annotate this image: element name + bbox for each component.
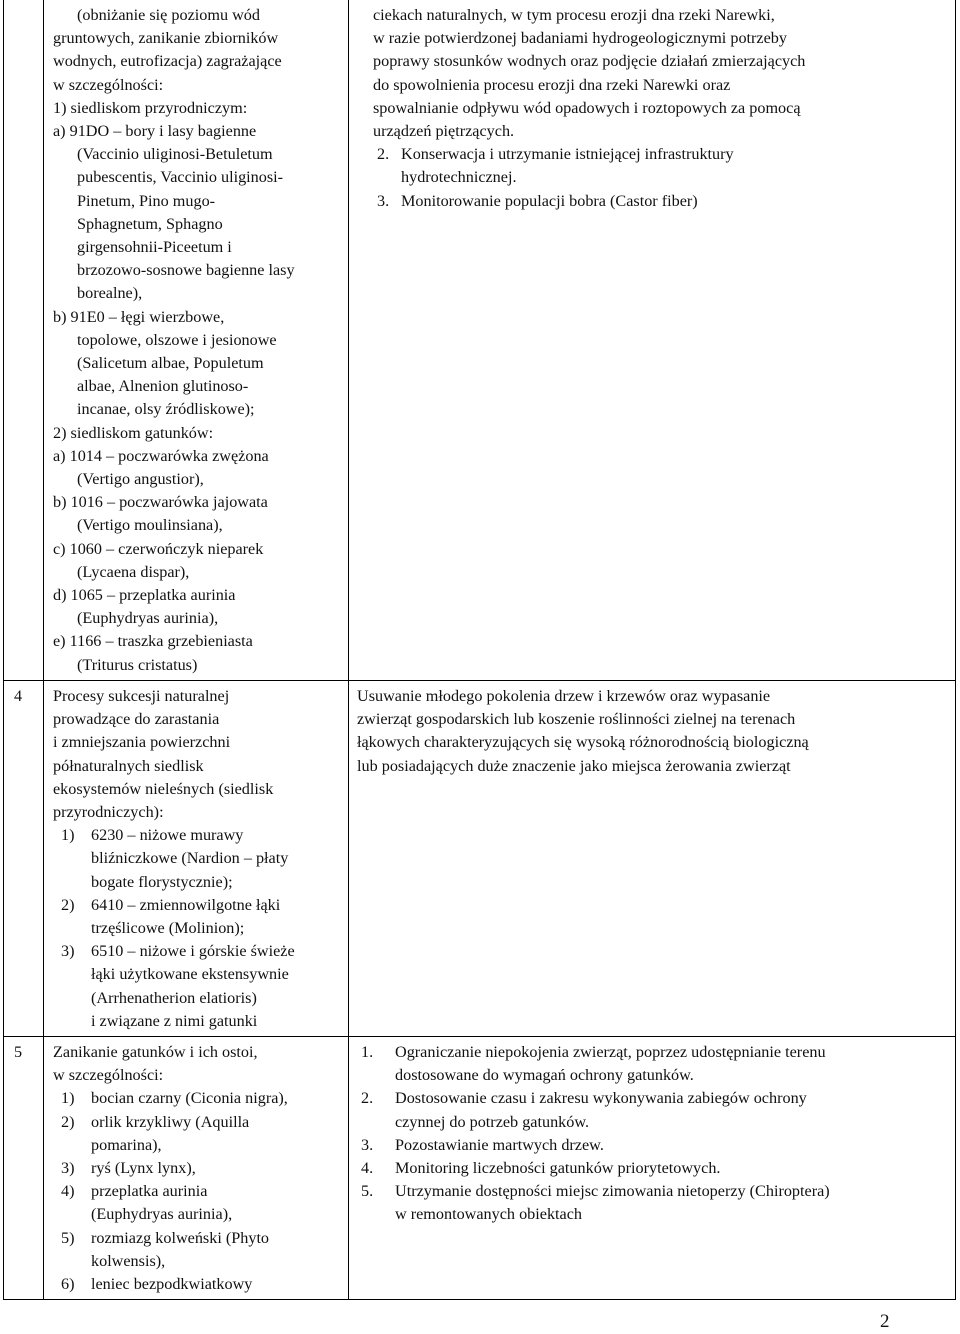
- text-line: prowadzące do zarastania: [53, 710, 220, 729]
- text-line: 2) siedliskom gatunków:: [53, 423, 214, 442]
- list-item: [53, 1157, 346, 1180]
- list-item-text: [395, 1087, 943, 1133]
- table-row: [4, 0, 956, 680]
- text-line: urządzeń piętrzących.: [373, 122, 515, 141]
- list-item-marker: 4): [61, 1182, 75, 1201]
- text-line: a) 1014 – poczwarówka zwężona: [53, 446, 269, 465]
- text-line: Utrzymanie dostępności miejsc zimowania nietoperzy (Chiroptera): [395, 1182, 830, 1201]
- text-line: Sphagnetum, Sphagno: [77, 214, 223, 233]
- text-line: do spowolnienia procesu erozji dna rzeki Narewki oraz: [373, 75, 731, 94]
- text-line: lub posiadających duże znaczenie jako miejsca żerowania zwierząt: [357, 756, 791, 775]
- list-item-marker: 1): [61, 826, 75, 845]
- list-item-marker: 3.: [377, 191, 390, 210]
- text-line: brzozowo-sosnowe bagienne lasy: [77, 261, 295, 280]
- list-item-text: [395, 1041, 943, 1087]
- text-line: Zanikanie gatunków i ich ostoi,: [53, 1042, 258, 1061]
- text-line: pomarina),: [91, 1135, 162, 1154]
- row-number: 5: [14, 1042, 23, 1061]
- text-line: b) 91E0 – łęgi wierzbowe,: [53, 307, 225, 326]
- text-line: c) 1060 – czerwończyk nieparek: [53, 539, 264, 558]
- list-item-text: [395, 1157, 943, 1180]
- text-line: (Lycaena dispar),: [77, 562, 190, 581]
- list-item-marker: 1): [61, 1089, 75, 1108]
- list-item: [53, 824, 346, 894]
- text-line: bocian czarny (Ciconia nigra),: [91, 1089, 288, 1108]
- row-number-cell: [4, 1036, 44, 1299]
- text-line: leniec bezpodkwiatkowy: [91, 1274, 253, 1293]
- list-item-text: [91, 1157, 346, 1180]
- list-item-text: [91, 940, 346, 1033]
- text-line: 6410 – zmiennowilgotne łąki: [91, 895, 281, 914]
- list-item-marker: 4.: [361, 1158, 374, 1177]
- list-item-marker: 5.: [361, 1182, 374, 1201]
- text-line: (Vertigo angustior),: [77, 470, 204, 489]
- text-line: orlik krzykliwy (Aquilla: [91, 1112, 250, 1131]
- list-item-marker: 5): [61, 1228, 75, 1247]
- text-line: girgensohnii-Piceetum i: [77, 238, 232, 257]
- threat-cell: [44, 680, 349, 1036]
- list-item: [357, 190, 943, 213]
- action-cell: [349, 1036, 956, 1299]
- list-item-text: [91, 1111, 346, 1157]
- list-item: [53, 1087, 346, 1110]
- measures-table: [3, 0, 956, 1300]
- table-row: [4, 1036, 956, 1299]
- text-line: w szczególności:: [53, 75, 164, 94]
- action-cell: [349, 0, 956, 680]
- text-line: półnaturalnych siedlisk: [53, 756, 204, 775]
- text-line: gruntowych, zanikanie zbiorników: [53, 29, 279, 48]
- text-line: w remontowanych obiektach: [395, 1205, 582, 1224]
- list-item-text: [395, 1134, 943, 1157]
- list-item-marker: 3): [61, 1158, 75, 1177]
- text-line: d) 1065 – przeplatka aurinia: [53, 586, 236, 605]
- action-cell: [349, 680, 956, 1036]
- list-item-text: [91, 824, 346, 894]
- list-item-marker: 2.: [361, 1089, 374, 1108]
- list-item: [357, 143, 943, 189]
- list-item: [53, 1227, 346, 1273]
- text-line: ekosystemów nieleśnych (siedlisk: [53, 779, 274, 798]
- text-line: wodnych, eutrofizacja) zagrażające: [53, 52, 282, 71]
- text-line: trzęślicowe (Molinion);: [91, 918, 245, 937]
- list-item-text: [91, 1087, 346, 1110]
- threat-cell: [44, 0, 349, 680]
- text-line: 6510 – niżowe i górskie świeże: [91, 942, 295, 961]
- text-line: Procesy sukcesji naturalnej: [53, 686, 230, 705]
- text-line: albae, Alnenion glutinoso-: [77, 377, 249, 396]
- list-item: [357, 1134, 943, 1157]
- text-line: (Arrhenatherion elatioris): [91, 988, 257, 1007]
- text-line: 1) siedliskom przyrodniczym:: [53, 98, 248, 117]
- text-line: Monitorowanie populacji bobra (Castor fiber): [401, 191, 698, 210]
- text-line: Monitoring liczebności gatunków priorytetowych.: [395, 1158, 721, 1177]
- text-line: w szczególności:: [53, 1066, 164, 1085]
- text-line: kolwensis),: [91, 1251, 166, 1270]
- text-line: topolowe, olszowe i jesionowe: [77, 330, 277, 349]
- list-item-marker: 2): [61, 1112, 75, 1131]
- text-line: b) 1016 – poczwarówka jajowata: [53, 493, 268, 512]
- list-item-marker: 3.: [361, 1135, 374, 1154]
- row-number-cell: [4, 680, 44, 1036]
- text-line: (Vertigo moulinsiana),: [77, 516, 223, 535]
- text-line: i związane z nimi gatunki: [91, 1011, 258, 1030]
- text-line: borealne),: [77, 284, 143, 303]
- text-line: (Euphydryas aurinia),: [91, 1205, 233, 1224]
- text-line: hydrotechnicznej.: [401, 168, 517, 187]
- text-line: Dostosowanie czasu i zakresu wykonywania zabiegów ochrony: [395, 1089, 807, 1108]
- text-line: rozmiazg kolweński (Phyto: [91, 1228, 270, 1247]
- text-line: 6230 – niżowe murawy: [91, 826, 244, 845]
- list-item: [53, 894, 346, 940]
- row-number-cell: [4, 0, 44, 680]
- text-line: (Salicetum albae, Populetum: [77, 354, 264, 373]
- list-item-marker: 1.: [361, 1042, 374, 1061]
- text-line: (Euphydryas aurinia),: [77, 609, 219, 628]
- text-line: poprawy stosunków wodnych oraz podjęcie działań zmierzających: [373, 52, 806, 71]
- list-item: [357, 1157, 943, 1180]
- text-line: czynnej do potrzeb gatunków.: [395, 1112, 590, 1131]
- list-item-text: [91, 894, 346, 940]
- text-line: (Vaccinio uliginosi-Betuletum: [77, 145, 273, 164]
- text-line: Konserwacja i utrzymanie istniejącej infrastruktury: [401, 145, 734, 164]
- text-line: Pinetum, Pino mugo-: [77, 191, 216, 210]
- text-line: i zmniejszania powierzchni: [53, 733, 231, 752]
- text-line: bogate florystycznie);: [91, 872, 233, 891]
- table-row: [4, 680, 956, 1036]
- list-item: [357, 1041, 943, 1087]
- list-item-marker: 2.: [377, 145, 390, 164]
- list-item: [357, 1087, 943, 1133]
- row-number: 4: [14, 686, 23, 705]
- text-line: zwierząt gospodarskich lub koszenie roślinności zielnej na terenach: [357, 710, 796, 729]
- text-line: ryś (Lynx lynx),: [91, 1158, 196, 1177]
- text-line: pubescentis, Vaccinio uliginosi-: [77, 168, 284, 187]
- list-item: [53, 1180, 346, 1226]
- list-item-marker: 2): [61, 895, 75, 914]
- text-line: (obniżanie się poziomu wód: [77, 6, 260, 24]
- list-item-text: [401, 190, 943, 213]
- text-line: ciekach naturalnych, w tym procesu erozji dna rzeki Narewki,: [373, 6, 775, 24]
- text-line: Ograniczanie niepokojenia zwierząt, poprzez udostępnianie terenu: [395, 1042, 826, 1061]
- text-line: łąkowych charakteryzujących się wysoką różnorodnością biologiczną: [357, 733, 809, 752]
- text-line: Pozostawianie martwych drzew.: [395, 1135, 604, 1154]
- list-item-text: [395, 1180, 943, 1226]
- text-line: spowalnianie odpływu wód opadowych i roztopowych za pomocą: [373, 98, 801, 117]
- text-line: bliźniczkowe (Nardion – płaty: [91, 849, 289, 868]
- list-item-text: [91, 1227, 346, 1273]
- text-line: (Triturus cristatus): [77, 655, 198, 674]
- text-line: incanae, olsy źródliskowe);: [77, 400, 255, 419]
- text-line: przeplatka aurinia: [91, 1182, 208, 1201]
- list-item-marker: 3): [61, 942, 75, 961]
- text-line: w razie potwierdzonej badaniami hydrogeologicznymi potrzeby: [373, 29, 787, 48]
- list-item-text: [91, 1180, 346, 1226]
- text-line: przyrodniczych):: [53, 802, 164, 821]
- page-number: 2: [880, 1311, 890, 1332]
- list-item: [53, 1111, 346, 1157]
- list-item: [357, 1180, 943, 1226]
- list-item: [53, 940, 346, 1033]
- list-item-text: [401, 143, 943, 189]
- text-line: dostosowane do wymagań ochrony gatunków.: [395, 1066, 694, 1085]
- text-line: Usuwanie młodego pokolenia drzew i krzewów oraz wypasanie: [357, 686, 771, 705]
- threat-cell: [44, 1036, 349, 1299]
- list-item-text: [91, 1273, 346, 1296]
- text-line: e) 1166 – traszka grzebieniasta: [53, 632, 253, 651]
- text-line: a) 91DO – bory i lasy bagienne: [53, 122, 257, 141]
- list-item-marker: 6): [61, 1274, 75, 1293]
- text-line: łąki użytkowane ekstensywnie: [91, 965, 289, 984]
- list-item: [53, 1273, 346, 1296]
